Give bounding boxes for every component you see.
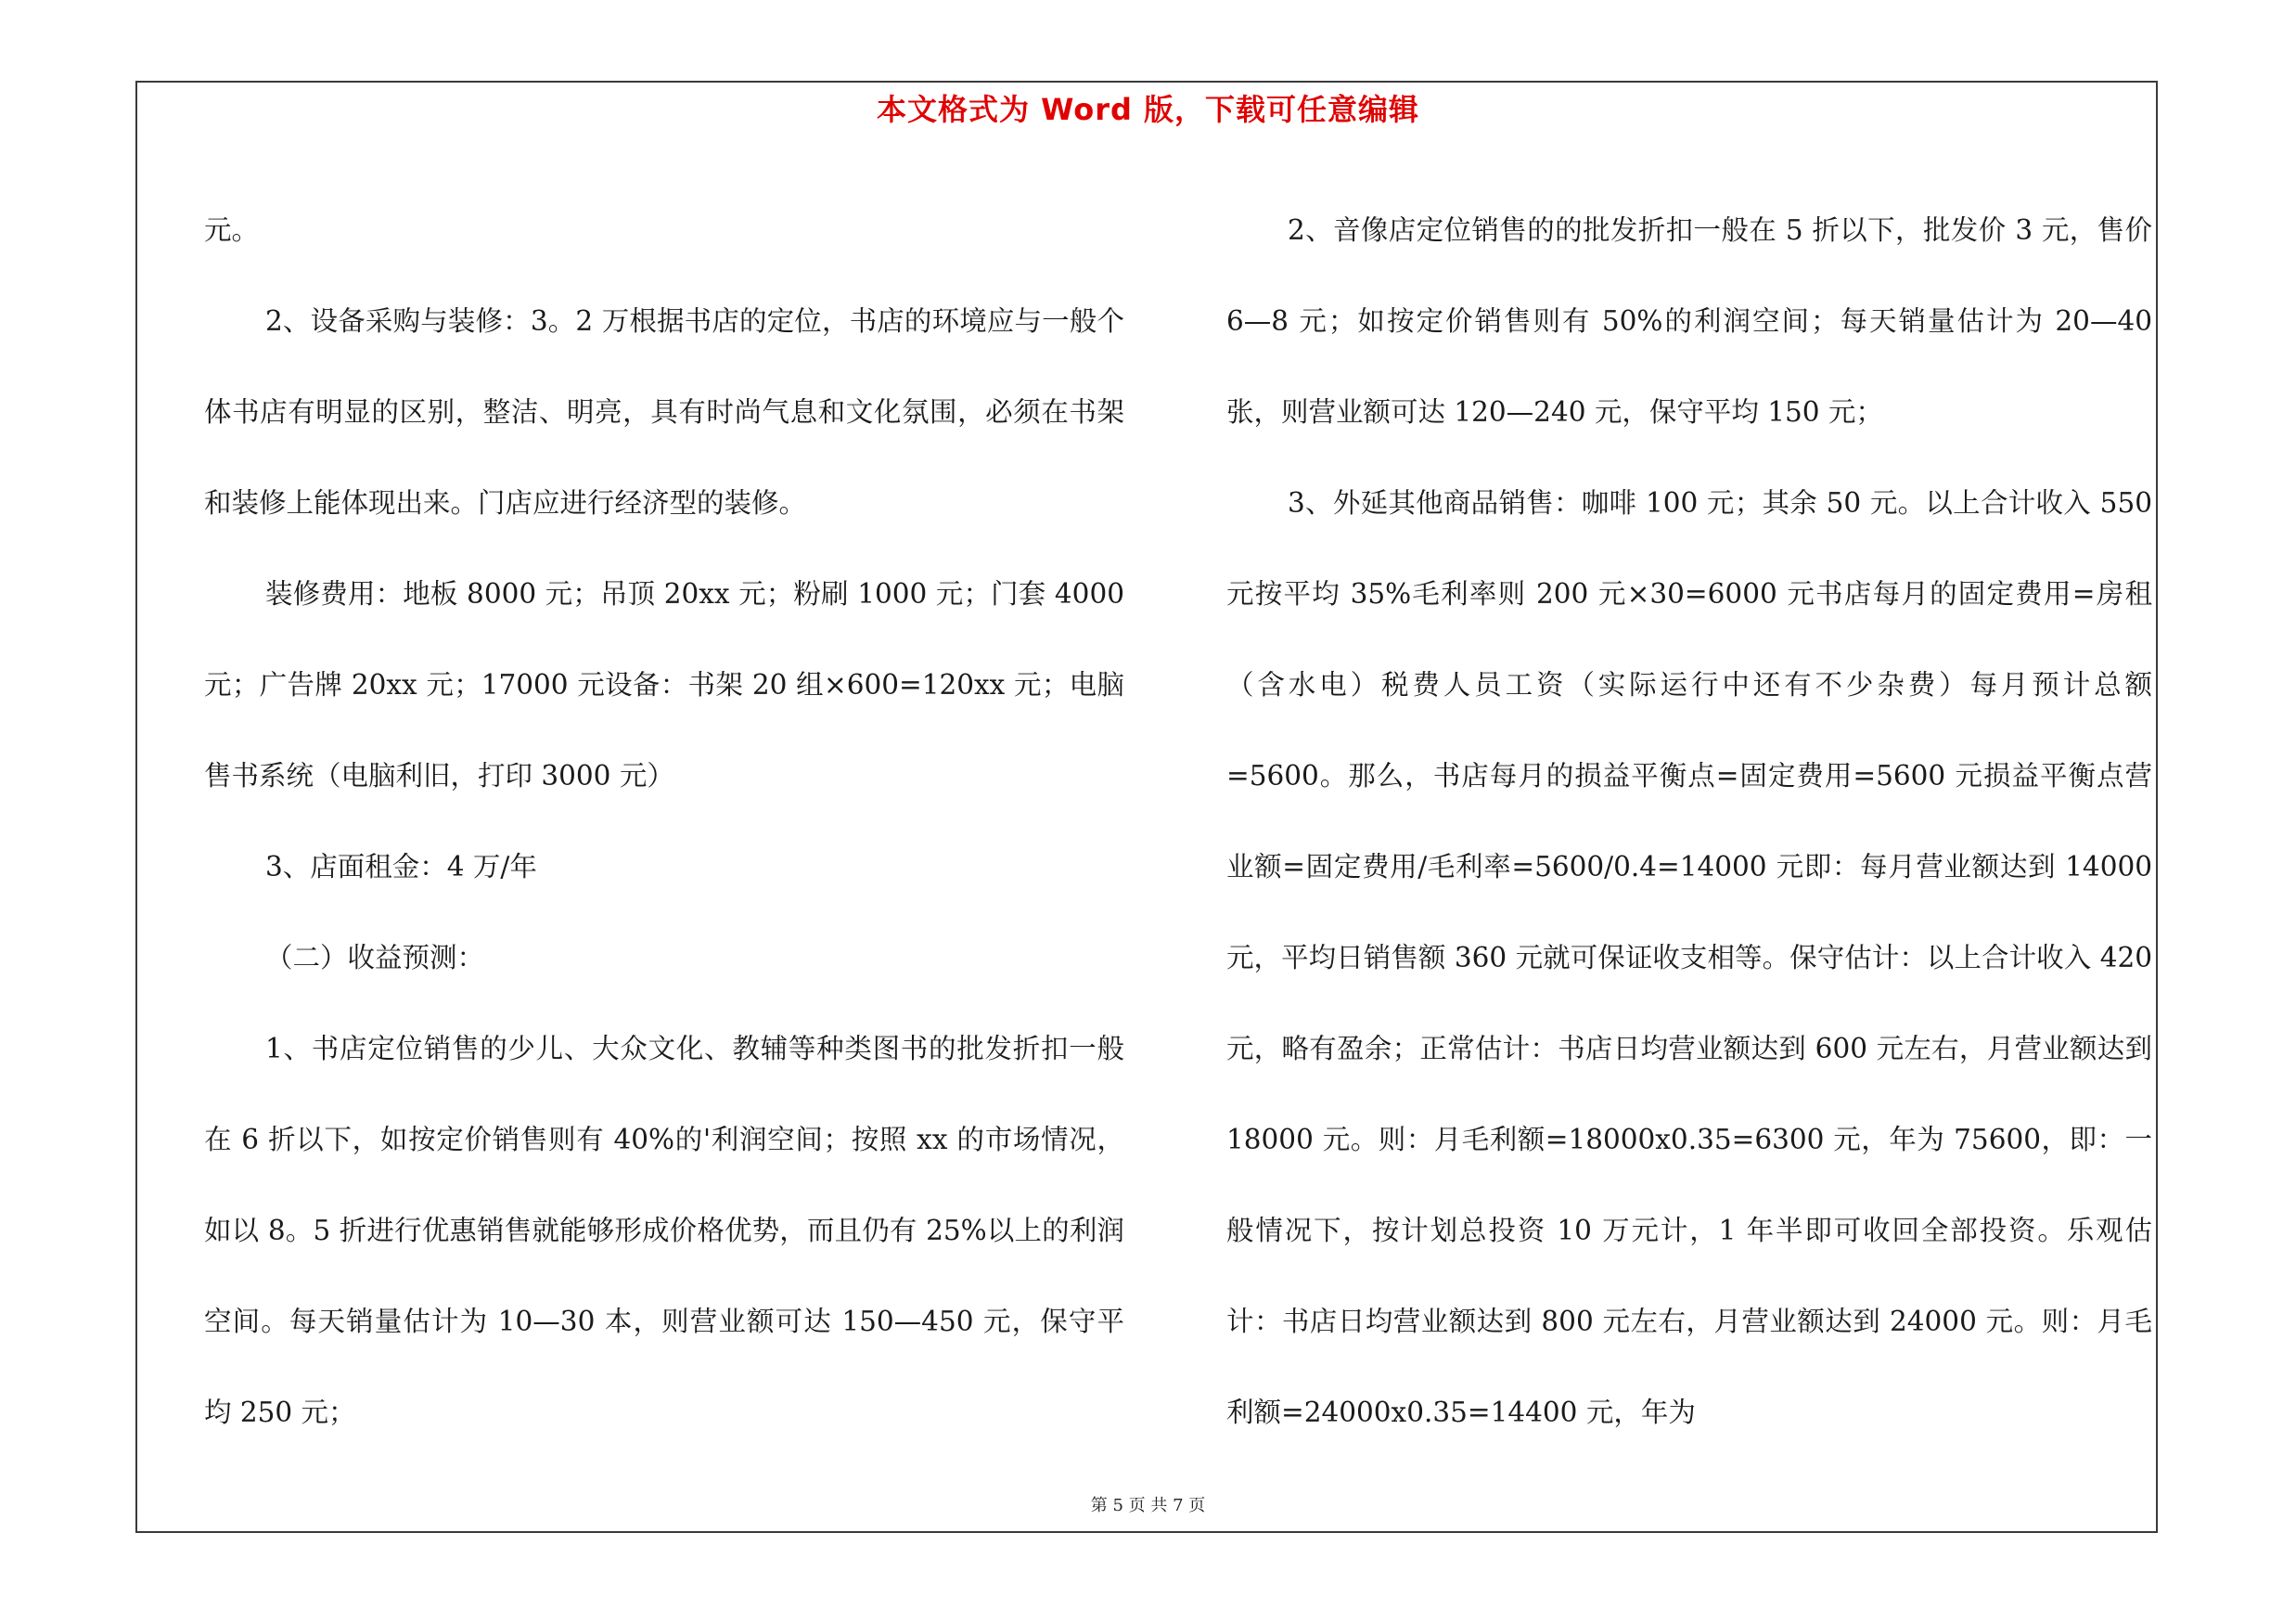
paragraph: 装修费用：地板 8000 元；吊顶 20xx 元；粉刷 1000 元；门套 4000 元；广告牌 20xx 元；17000 元设备：书架 20 组×600=120xx 元；电脑售书系统（电脑利旧，打印 3000 元） [204,578,1124,792]
page-number: 第 5 页 共 7 页 [1090,1496,1206,1515]
paragraph: 1、书店定位销售的少儿、大众文化、教辅等种类图书的批发折扣一般在 6 折以下，如按定价销售则有 40%的'利润空间；按照 xx 的市场情况，如以 8。5 折进行优惠销售就能够形成价格优势，而且仍有 25%以上的利润空间。每天销量估计为 10—30 本，则营业额可达 150—450 元，保守平均 250 元； [204,1033,1124,1428]
paragraph: （二）收益预测： [265,942,485,973]
paragraph: 3、店面租金：4 万/年 [265,851,537,882]
right-column [1226,185,2152,1458]
left-column [204,185,1124,1458]
paragraph: 2、音像店定位销售的的批发折扣一般在 5 折以下，批发价 3 元，售价 6—8 元；如按定价销售则有 50%的利润空间；每天销量估计为 20—40 张，则营业额可达 120—240 元，保守平均 150 元； [1226,214,2152,428]
paragraph: 2、设备采购与装修：3。2 万根据书店的定位，书店的环境应与一般个体书店有明显的区别，整洁、明亮，具有时尚气息和文化氛围，必须在书架和装修上能体现出来。门店应进行经济型的装修。 [204,305,1124,519]
paragraph: 3、外延其他商品销售：咖啡 100 元；其余 50 元。以上合计收入 550 元按平均 35%毛利率则 200 元×30=6000 元书店每月的固定费用=房租（含水电）税费人员工资（实际运行中还有不少杂费）每月预计总额=5600。那么，书店每月的损益平衡点=固定费用=5600 元损益平衡点营业额=固定费用/毛利率=5600/0.4=14000 元即：每月营业额达到 14000 元，平均日销售额 360 元就可保证收支相等。保守估计：以上合计收入 420 元，略有盈余；正常估计：书店日均营业额达到 600 元左右，月营业额达到 18000 元。则：月毛利额=18000x0.35=6300 元，年为 75600，即：一般情况下，按计划总投资 10 万元计，1 年半即可收回全部投资。乐观估计：书店日均营业额达到 800 元左右，月营业额达到 24000 元。则：月毛利额=24000x0.35=14400 元，年为 [1226,487,2152,1428]
header-banner: 本文格式为 Word 版，下载可任意编辑 [876,92,1420,127]
paragraph: 元。 [204,214,260,246]
